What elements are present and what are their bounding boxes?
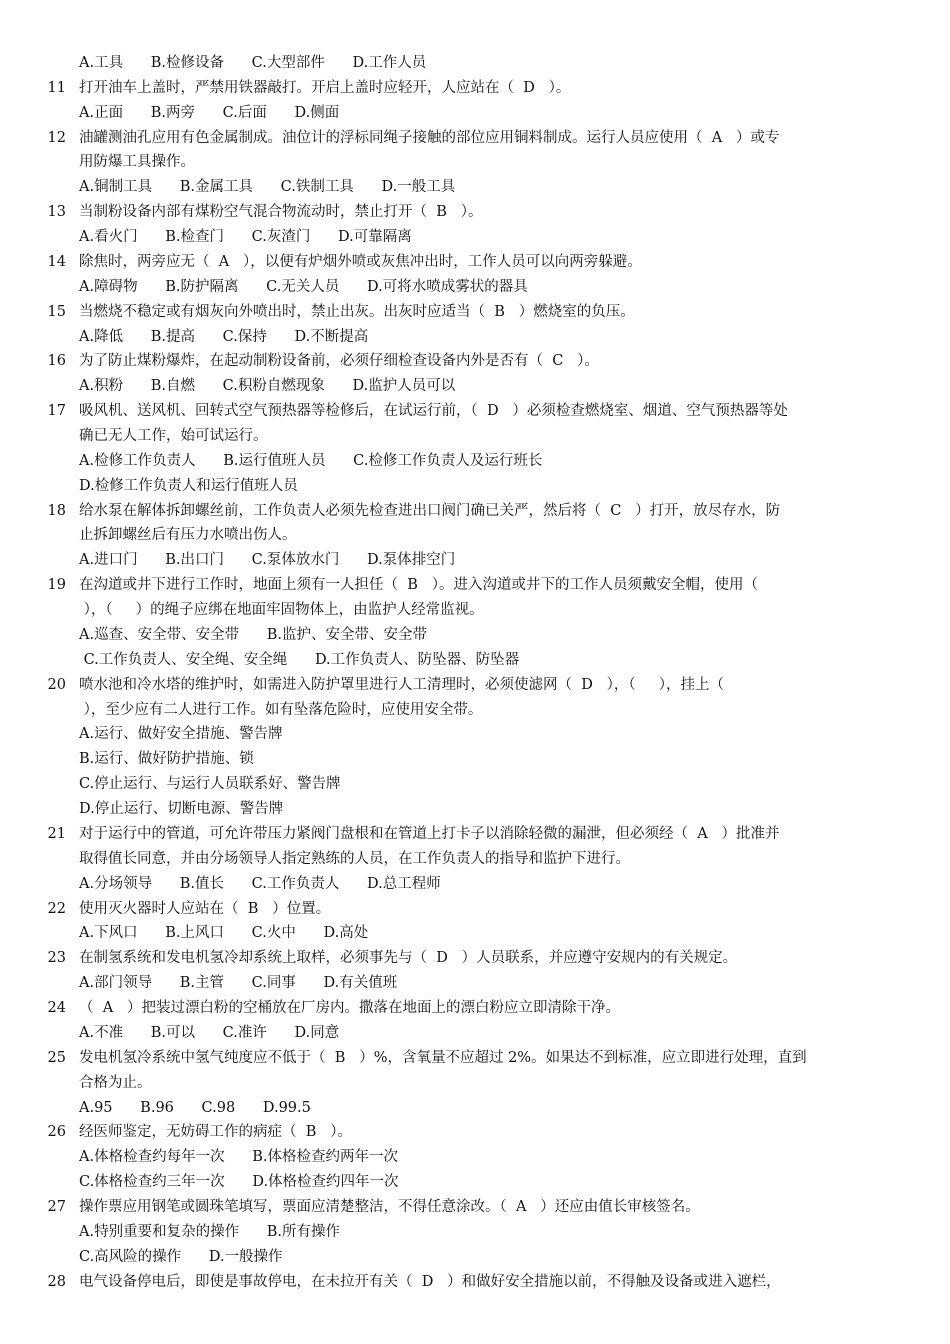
answer-options-line: B.运行、做好防护措施、锁 [79,751,254,767]
question-number: 22 [47,901,66,917]
answer-options-line: 用防爆工具操作。 [79,154,195,170]
question-number: 17 [47,403,66,419]
question-text: 除焦时，两旁应无（ A ），以便有炉烟外喷或灰焦冲出时，工作人员可以向两旁躲避。 [79,254,642,270]
answer-options-line: A.积粉 B.自燃 C.积粉自燃现象 D.监护人员可以 [79,378,456,394]
answer-options-line: C.高风险的操作 D.一般操作 [79,1249,283,1265]
answer-options-line: C.工作负责人、安全绳、安全绳 D.工作负责人、防坠器、防坠器 [79,652,520,668]
question-text: 对于运行中的管道，可允许带压力紧阀门盘根和在管道上打卡子以消除轻微的漏泄，但必须经（ A ）批准并 [79,826,780,842]
question-text: 在沟道或井下进行工作时，地面上须有一人担任（ B ）。进入沟道或井下的工作人员须戴安全帽，使用（ [79,577,758,593]
question-text: 电气设备停电后，即使是事故停电，在未拉开有关（ D ）和做好安全措施以前，不得触及设备或进入遮栏， [79,1274,781,1290]
question-number: 19 [47,577,66,593]
answer-options-line: A.分场领导 B.值长 C.工作负责人 D.总工程师 [79,876,441,892]
question-text: 喷水池和冷水塔的维护时，如需进入防护罩里进行人工清理时，必须使滤网（ D ），（ ），挂上（ [79,677,724,693]
answer-options-line: A.特别重要和复杂的操作 B.所有操作 [79,1224,340,1240]
question-text: 操作票应用钢笔或圆珠笔填写，票面应清楚整洁，不得任意涂改。（ A ）还应由值长审核签名。 [79,1199,700,1215]
answer-options-line: A.工具 B.检修设备 C.大型部件 D.工作人员 [79,55,427,71]
answer-options-line: A.不准 B.可以 C.准许 D.同意 [79,1025,340,1041]
answer-options-line: A.部门领导 B.主管 C.同事 D.有关值班 [79,975,398,991]
answer-options-line: A.检修工作负责人 B.运行值班人员 C.检修工作负责人及运行班长 [79,453,543,469]
question-text: 当制粉设备内部有煤粉空气混合物流动时，禁止打开（ B ）。 [79,204,483,220]
answer-options-line: A.下风口 B.上风口 C.火中 D.高处 [79,925,369,941]
question-text: 给水泵在解体拆卸螺丝前，工作负责人必须先检查进出口阀门确已关严，然后将（ C ）打开，放尽存水，防 [79,503,781,519]
answer-options-line: D.停止运行、切断电源、警告牌 [79,801,284,817]
question-text: 油罐测油孔应用有色金属制成。油位计的浮标同绳子接触的部位应用铜料制成。运行人员应使用（ A ）或专 [79,130,780,146]
answer-options-line: A.障碍物 B.防护隔离 C.无关人员 D.可将水喷成雾状的器具 [79,279,528,295]
answer-options-line: A.正面 B.两旁 C.后面 D.侧面 [79,105,340,121]
question-text: 吸风机、送风机、回转式空气预热器等检修后，在试运行前，（ D ）必须检查燃烧室、烟道、空气预热器等处 [79,403,788,419]
question-text: 经医师鉴定，无妨碍工作的病症（ B ）。 [79,1124,352,1140]
answer-options-line: 确已无人工作，始可试运行。 [79,428,268,444]
answer-options-line: ），（ ）的绳子应绑在地面牢固物体上，由监护人经常监视。 [79,602,484,618]
question-text: 发电机氢冷系统中氢气纯度应不低于（ B ）%，含氧量不应超过 2%。如果达不到标准，应立即进行处理，直到 [79,1050,807,1066]
answer-options-line: C.体格检查约三年一次 D.体格检查约四年一次 [79,1174,399,1190]
question-number: 25 [47,1050,66,1066]
question-text: 使用灭火器时人应站在（ B ）位置。 [79,901,331,917]
answer-options-line: A.进口门 B.出口门 C.泵体放水门 D.泵体排空门 [79,552,456,568]
answer-options-line: A.体格检查约每年一次 B.体格检查约两年一次 [79,1149,398,1165]
answer-options-line: 取得值长同意，并由分场领导人指定熟练的人员，在工作负责人的指导和监护下进行。 [79,851,630,867]
question-number: 16 [47,353,66,369]
answer-options-line: 止拆卸螺丝后有压力水喷出伤人。 [79,527,297,543]
answer-options-line: D.检修工作负责人和运行值班人员 [79,478,298,494]
question-number: 18 [47,503,66,519]
question-text: 在制氢系统和发电机氢冷却系统上取样，必须事先与（ D ）人员联系，并应遵守安规内的有关规定。 [79,950,738,966]
answer-options-line: A.巡查、安全带、安全带 B.监护、安全带、安全带 [79,627,427,643]
question-number: 27 [47,1199,66,1215]
question-number: 24 [47,1000,66,1016]
question-number: 11 [47,80,66,96]
answer-options-line: A.运行、做好安全措施、警告牌 [79,726,283,742]
question-number: 20 [47,677,66,693]
question-number: 13 [47,204,66,220]
answer-options-line: C.停止运行、与运行人员联系好、警告牌 [79,776,341,792]
question-text: （ A ）把装过漂白粉的空桶放在厂房内。撒落在地面上的漂白粉应立即清除干净。 [79,1000,621,1016]
question-number: 12 [47,130,66,146]
question-number: 28 [47,1274,66,1290]
answer-options-line: A.降低 B.提高 C.保持 D.不断提高 [79,329,369,345]
answer-options-line: A.看火门 B.检查门 C.灰渣门 D.可靠隔离 [79,229,412,245]
question-number: 14 [47,254,66,270]
answer-options-line: A.铜制工具 B.金属工具 C.铁制工具 D.一般工具 [79,179,456,195]
question-text: 当燃烧不稳定或有烟灰向外喷出时，禁止出灰。出灰时应适当（ B ）燃烧室的负压。 [79,304,635,320]
question-text: 为了防止煤粉爆炸，在起动制粉设备前，必须仔细检查设备内外是否有（ C ）。 [79,353,599,369]
answer-options-line: A.95 B.96 C.98 D.99.5 [79,1100,311,1116]
question-number: 23 [47,950,66,966]
answer-options-line: 合格为止。 [79,1075,152,1091]
answer-options-line: ），至少应有二人进行工作。如有坠落危险时，应使用安全带。 [79,702,483,718]
question-number: 15 [47,304,66,320]
question-number: 21 [47,826,66,842]
question-text: 打开油车上盖时，严禁用铁器敲打。开启上盖时应轻开，人应站在（ D ）。 [79,80,571,96]
question-number: 26 [47,1124,66,1140]
